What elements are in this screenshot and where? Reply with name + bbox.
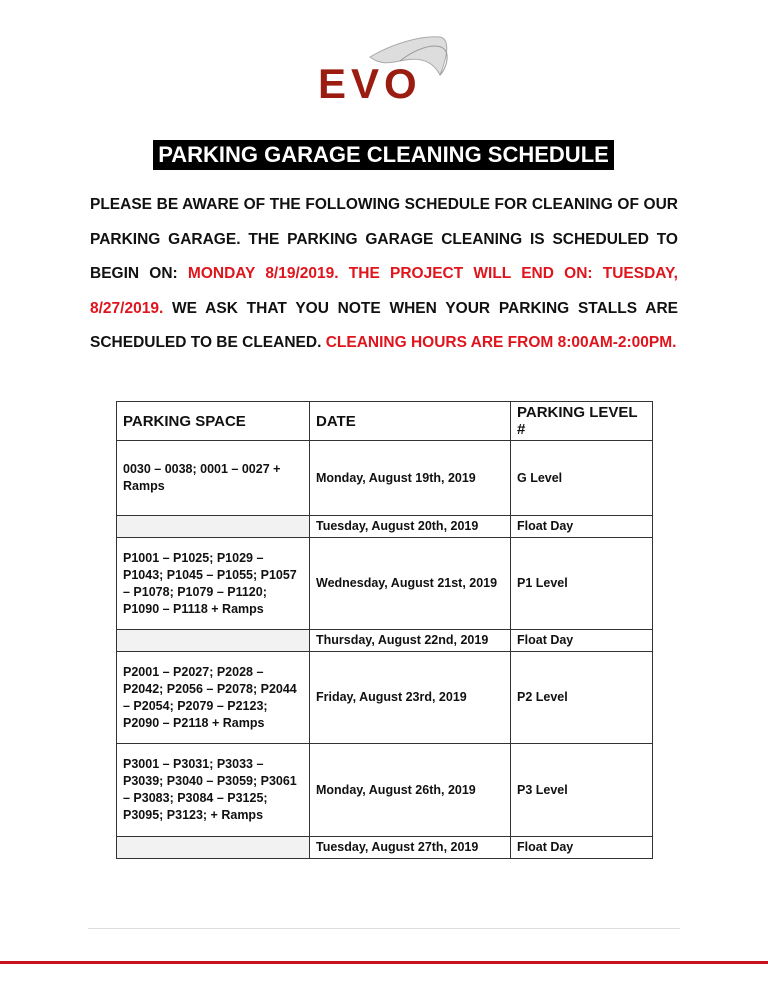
schedule-table bbox=[116, 401, 653, 859]
page-title: PARKING GARAGE CLEANING SCHEDULE bbox=[153, 140, 614, 170]
cell-space bbox=[117, 516, 310, 538]
intro-text-2: WE ASK THAT YOU NOTE WHEN YOUR PARKING STALLS ARE SCHEDULED TO BE CLEANED. bbox=[90, 299, 678, 351]
intro-paragraph bbox=[90, 188, 678, 361]
cell-date: Monday, August 19th, 2019 bbox=[310, 441, 511, 516]
cell-space: P1001 – P1025; P1029 – P1043; P1045 – P1055; P1057 – P1078; P1079 – P1120; P1090 – P1118 + Ramps bbox=[117, 538, 310, 630]
header-date: DATE bbox=[310, 402, 511, 441]
cell-level: G Level bbox=[511, 441, 653, 516]
header-parking-space: PARKING SPACE bbox=[117, 402, 310, 441]
table-row bbox=[117, 441, 653, 516]
cell-level: Float Day bbox=[511, 630, 653, 652]
table-row bbox=[117, 538, 653, 630]
footer-divider bbox=[88, 928, 680, 929]
table-row bbox=[117, 652, 653, 744]
table-row bbox=[117, 516, 653, 538]
table-row bbox=[117, 630, 653, 652]
logo-text: EVO bbox=[318, 60, 422, 107]
intro-text: PLEASE BE AWARE OF THE FOLLOWING SCHEDULE FOR CLEANING OF OUR PARKING GARAGE. THE PARKING GARAGE CLEANING IS SCHEDULED TO BEGIN ON: bbox=[90, 196, 678, 282]
footer-red-rule bbox=[0, 961, 768, 964]
cell-space: 0030 – 0038; 0001 – 0027 + Ramps bbox=[117, 441, 310, 516]
table-row bbox=[117, 744, 653, 837]
cell-date: Wednesday, August 21st, 2019 bbox=[310, 538, 511, 630]
cell-space bbox=[117, 837, 310, 859]
cell-space: P3001 – P3031; P3033 – P3039; P3040 – P3059; P3061 – P3083; P3084 – P3125; P3095; P3123; + Ramps bbox=[117, 744, 310, 837]
cell-date: Friday, August 23rd, 2019 bbox=[310, 652, 511, 744]
cell-space bbox=[117, 630, 310, 652]
cell-level: Float Day bbox=[511, 837, 653, 859]
cell-space: P2001 – P2027; P2028 – P2042; P2056 – P2078; P2044 – P2054; P2079 – P2123; P2090 – P2118 + Ramps bbox=[117, 652, 310, 744]
cell-date: Tuesday, August 27th, 2019 bbox=[310, 837, 511, 859]
cell-level: P3 Level bbox=[511, 744, 653, 837]
cleaning-hours: CLEANING HOURS ARE FROM 8:00AM-2:00PM. bbox=[325, 334, 677, 351]
header-level: PARKING LEVEL # bbox=[511, 402, 653, 441]
cell-date: Tuesday, August 20th, 2019 bbox=[310, 516, 511, 538]
table-row bbox=[117, 837, 653, 859]
cell-level: P2 Level bbox=[511, 652, 653, 744]
cell-date: Monday, August 26th, 2019 bbox=[310, 744, 511, 837]
cell-level: P1 Level bbox=[511, 538, 653, 630]
intro-dates: MONDAY 8/19/2019. THE PROJECT WILL END ON: TUESDAY, 8/27/2019. bbox=[90, 265, 678, 317]
cell-date: Thursday, August 22nd, 2019 bbox=[310, 630, 511, 652]
table-header bbox=[117, 402, 653, 441]
cell-level: Float Day bbox=[511, 516, 653, 538]
